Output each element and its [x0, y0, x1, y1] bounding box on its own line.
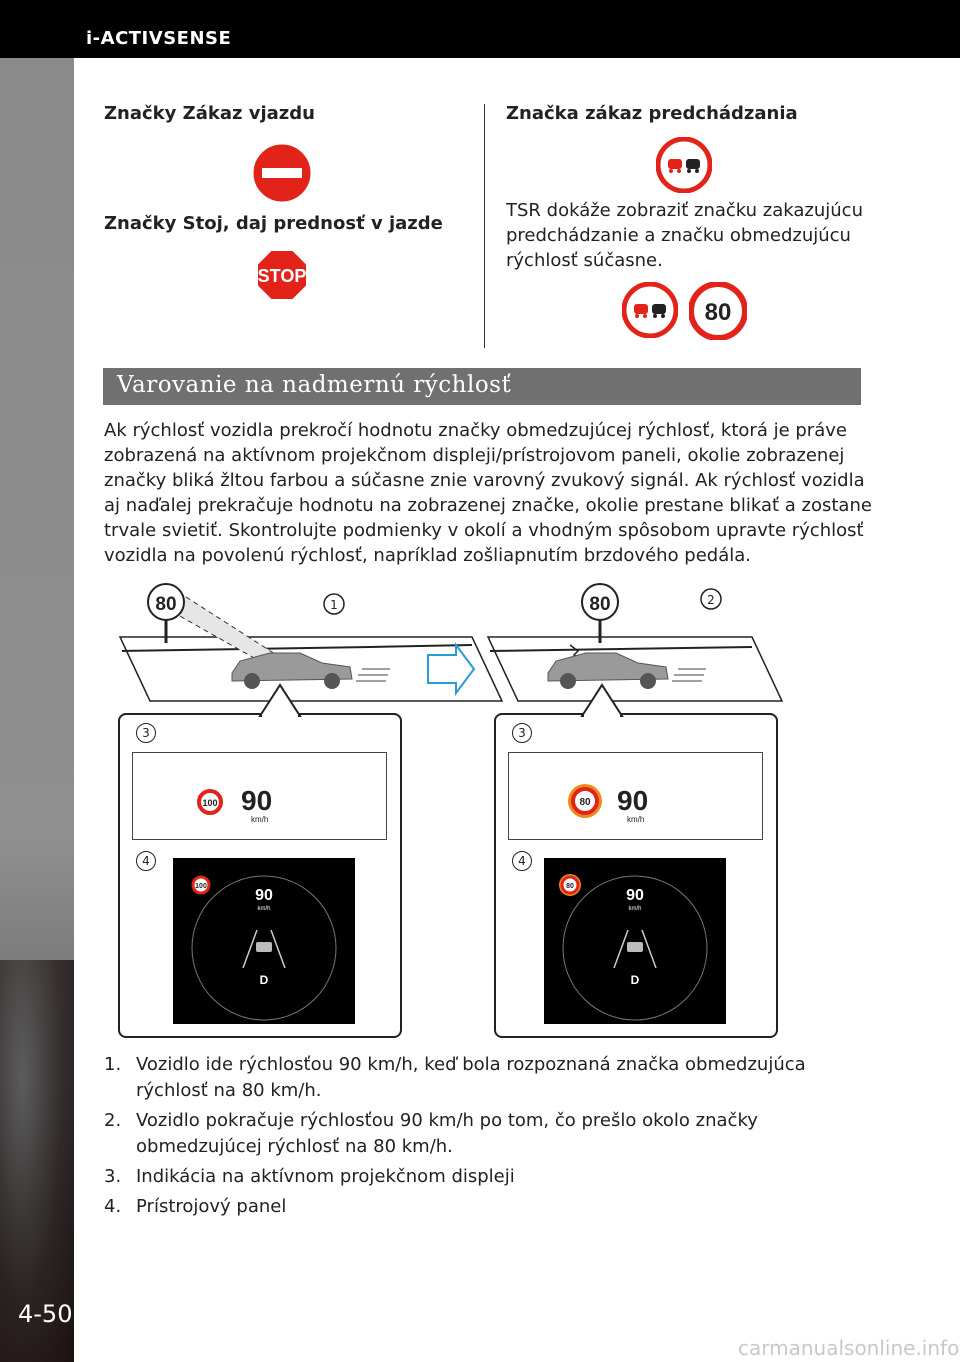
left-callout-pointer [258, 683, 302, 717]
svg-text:80: 80 [589, 594, 611, 615]
header-bar [0, 0, 960, 58]
left-hud-unit: km/h [251, 815, 269, 824]
left-hud-sign-icon [197, 789, 223, 815]
svg-text:100: 100 [202, 798, 218, 808]
left-hud-display [132, 752, 387, 840]
marker-4-left: 4 [136, 851, 156, 871]
stop-sign-icon [256, 249, 308, 301]
left-cluster-speed: 90 [255, 887, 273, 904]
heading-no-entry: Značky Zákaz vjazdu [104, 103, 315, 124]
svg-text:2: 2 [707, 593, 715, 607]
road-scene-illustration [100, 575, 860, 715]
right-callout-pointer [580, 683, 624, 717]
column-divider [484, 104, 485, 348]
no-entry-sign-icon [252, 143, 312, 203]
heading-no-overtaking: Značka zákaz predchádzania [506, 103, 798, 124]
speed-limit-sign-icon [689, 282, 747, 340]
list-item: 2. Vozidlo pokračuje rýchlosťou 90 km/h po tom, čo prešlo okolo značky obmedzujúcej rýchlosť na 80 km/h. [104, 1110, 758, 1157]
right-hud-display [508, 752, 763, 840]
svg-text:km/h: km/h [257, 906, 271, 912]
right-hud-sign-icon [567, 783, 603, 819]
section-paragraph: Ak rýchlosť vozidla prekročí hodnotu značky obmedzujúcej rýchlosť, ktorá je práve zobrazená na aktívnom projekčnom displeji/prístrojovom paneli, okolie zobrazenej značky bliká žltou farbou a súčasne znie varovný zvukový signál. Ak rýchlosť vozidla aj naďalej prekračuje hodnotu na zobrazenej značke, okolie prestane blikať a zostane trvale svietiť. Skontrolujte podmienky v okolí a vhodným spôsobom upravte rýchlosť vozidla na povolenú rýchlosť, napríklad zošliapnutím brzdového pedála. [104, 420, 872, 566]
svg-text:100: 100 [195, 883, 207, 890]
left-callout [118, 713, 402, 1038]
section-title: Varovanie na nadmernú rýchlosť [117, 372, 512, 398]
left-cluster-display [173, 858, 355, 1024]
list-item: 4. Prístrojový panel [104, 1196, 287, 1217]
svg-text:1: 1 [330, 598, 338, 612]
no-overtaking-sign-small-icon [622, 282, 678, 338]
list-item: 1. Vozidlo ide rýchlosťou 90 km/h, keď bola rozpoznaná značka obmedzujúca rýchlosť na 80 km/h. [104, 1054, 806, 1101]
svg-text:km/h: km/h [628, 906, 642, 912]
right-hud-speed: 90 [617, 785, 649, 816]
marker-3-left: 3 [136, 723, 156, 743]
page-number: 4-50 [18, 1300, 73, 1328]
marker-4-right: 4 [512, 851, 532, 871]
tsr-paragraph: TSR dokáže zobraziť značku zakazujúcu predchádzanie a značku obmedzujúcu rýchlosť súčasne. [506, 200, 863, 271]
legend-list [104, 1052, 836, 1224]
header-title: i-ACTIVSENSE [86, 28, 232, 49]
right-cluster-gear: D [630, 973, 640, 987]
svg-text:80: 80 [704, 299, 732, 326]
left-cluster-gear: D [259, 973, 269, 987]
right-cluster-display [544, 858, 726, 1024]
right-callout [494, 713, 778, 1038]
svg-text:80: 80 [566, 883, 574, 890]
left-hud-speed: 90 [241, 785, 273, 816]
section-header [103, 368, 861, 405]
no-overtaking-sign-icon [656, 137, 712, 193]
marker-3-right: 3 [512, 723, 532, 743]
svg-text:80: 80 [579, 797, 591, 808]
right-hud-unit: km/h [627, 815, 645, 824]
stop-sign-text: STOP [257, 266, 307, 286]
list-item: 3. Indikácia na aktívnom projekčnom displeji [104, 1166, 515, 1187]
watermark: carmanualsonline.info [738, 1336, 960, 1360]
right-cluster-speed: 90 [626, 887, 644, 904]
svg-text:80: 80 [155, 594, 177, 615]
heading-stop: Značky Stoj, daj prednosť v jazde [104, 213, 443, 234]
